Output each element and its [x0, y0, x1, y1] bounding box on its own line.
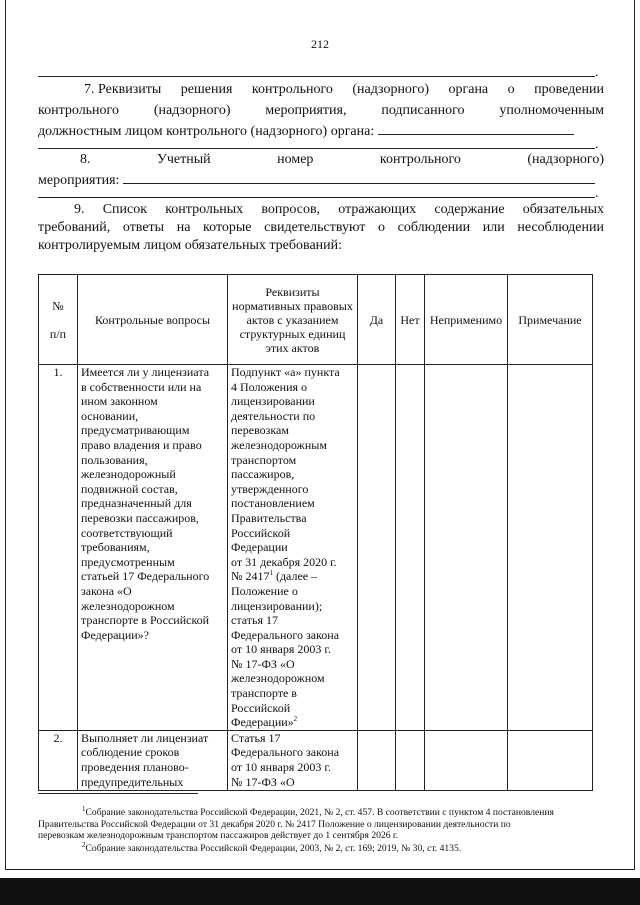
word: о [377, 220, 385, 235]
word: контрольного [251, 82, 333, 97]
section-9-line-2 [38, 219, 604, 236]
section-7-line-1 [38, 81, 604, 98]
footnote-2-line-1 [38, 840, 604, 855]
row-1-question: Имеется ли у лицензиата в собственности или на ином законном основании, предусматривающим право владения и право пользования, железнодорожный подвижной состав, предназначенный для перевозки пассажиров, соответствующий требованиям, предусмотренным статьей 17 Федерального закона «О железнодорожном транспорте в Российской Федерации»? [81, 365, 210, 642]
footnote-ref-1[interactable]: 1 [269, 569, 273, 578]
word: контрольных [165, 202, 244, 217]
word: на [176, 220, 191, 235]
word: проведении [534, 82, 604, 97]
word: номер [277, 152, 314, 167]
word: обязательных [522, 202, 604, 217]
word: содержание [434, 202, 505, 217]
section-9-line-1 [38, 201, 604, 218]
table-header-row [39, 275, 593, 365]
row-1-requisites [231, 365, 354, 730]
word: свидетельствуют [264, 220, 366, 235]
row-2-num: 2. [39, 730, 78, 790]
word: органа [448, 82, 489, 97]
row-1-yes-cell[interactable] [358, 365, 396, 731]
row-2-no-cell[interactable] [396, 730, 425, 790]
checklist-table [38, 274, 593, 791]
end-dot-8: . [595, 186, 599, 201]
blank-line-8 [38, 197, 595, 198]
footnote-1-text-1: Собрание законодательства Российской Федерации, 2021, № 2, ст. 457. В соответствии с пунктом 4 постановления [85, 807, 554, 818]
end-dot-7: . [595, 137, 599, 152]
row-2-note-cell[interactable] [508, 730, 593, 790]
word: (надзорного) [153, 103, 231, 118]
word: (надзорного) [527, 152, 604, 167]
footnote-1-line-3: перевозкам железнодорожным транспортом пассажиров действует до 1 сентября 2026 г. [38, 830, 399, 841]
section-8-line-1 [38, 151, 604, 168]
word: Учетный [156, 152, 211, 167]
word: контрольного [38, 103, 119, 118]
table-row [39, 365, 593, 731]
word: решения [180, 82, 233, 97]
row-1-num: 1. [39, 365, 78, 731]
section-9 [38, 201, 604, 254]
section-7-lead: 7. Реквизиты [84, 82, 162, 97]
section-7 [38, 81, 604, 140]
header-yes: Да [358, 275, 396, 365]
row-2-question: Выполняет ли лицензиат соблюдение сроков проведения планово- предупредительных [81, 730, 209, 789]
footnote-2-mark: 2 [82, 840, 86, 849]
header-no: Нет [396, 275, 425, 365]
word: подписанного [381, 103, 465, 118]
footnote-separator [38, 793, 198, 794]
section-7-line-2 [38, 102, 604, 119]
row-1-na-cell[interactable] [425, 365, 508, 731]
row-1-note-cell[interactable] [508, 365, 593, 731]
row-2-requisites: Статья 17 Федерального закона от 10 января 2003 г. № 17-ФЗ «О [231, 730, 340, 789]
section-8 [38, 151, 604, 189]
authority-field[interactable] [378, 122, 574, 135]
word: 8. [80, 152, 91, 167]
footnote-1-line-1 [38, 804, 604, 819]
word: несоблюдении [517, 220, 604, 235]
event-number-field[interactable] [123, 171, 595, 184]
row-1-no-cell[interactable] [396, 365, 425, 731]
end-dot-top: . [595, 65, 599, 80]
blank-line-top [38, 76, 595, 77]
table-row [39, 730, 593, 790]
word: контрольного [379, 152, 461, 167]
word: (надзорного) [352, 82, 429, 97]
footnote-1-mark: 1 [82, 804, 86, 813]
word: мероприятия, [265, 103, 347, 118]
footnote-ref-2[interactable]: 2 [293, 715, 298, 724]
word: или [482, 220, 505, 235]
footnote-2-text: Собрание законодательства Российской Федерации, 2003, № 2, ст. 169; 2019, № 30, ст. 4135. [85, 843, 462, 854]
header-num: № п/п [39, 275, 78, 365]
word: которые [203, 220, 252, 235]
word: соблюдении [397, 220, 471, 235]
word: ответы [122, 220, 165, 235]
word: о [507, 82, 515, 97]
word: 9. [74, 202, 85, 217]
header-not-applicable: Неприменимо [425, 275, 508, 365]
row-1-requisites-part-2: (далее – Положение о лицензировании); статья 17 Федерального закона от 10 января 2003 г. № 17-ФЗ «О железнодорожном транспорте в Российской Федерации» [231, 569, 340, 730]
page-number: 212 [311, 37, 329, 51]
footnote-1 [38, 804, 604, 842]
footnote-1-line-2: Правительства Российской Федерации от 31 декабря 2020 г. № 2417 Положение о лицензировании деятельности по [38, 818, 511, 830]
blank-line-7 [38, 148, 595, 149]
footnote-2 [38, 840, 604, 855]
word: отражающих [338, 202, 417, 217]
section-7-line-3 [38, 122, 604, 140]
section-8-label: мероприятия: [38, 173, 120, 188]
word: требований, [38, 220, 111, 235]
word: уполномоченным [499, 103, 604, 118]
section-9-line-3: контролируемым лицом обязательных требований: [38, 238, 343, 253]
row-2-na-cell[interactable] [425, 730, 508, 790]
row-1-requisites-part-1: Подпункт «а» пункта 4 Положения о лицензировании деятельности по перевозкам железнодорожным транспортом пассажиров, утвержденного постановлением Правительства Российской Федерации от 31 декабря 2020 г. № 2417 [231, 365, 340, 584]
section-7-label: должностным лицом контрольного (надзорного) органа: [38, 124, 375, 139]
section-8-line-2 [38, 171, 604, 189]
header-questions: Контрольные вопросы [78, 275, 228, 365]
word: вопросов, [261, 202, 321, 217]
row-2-yes-cell[interactable] [358, 730, 396, 790]
header-requisites: Реквизиты нормативных правовых актов с указанием структурных единиц этих актов [228, 275, 358, 365]
scan-bottom-border [0, 878, 640, 905]
word: Список [102, 202, 148, 217]
header-note: Примечание [508, 275, 593, 365]
